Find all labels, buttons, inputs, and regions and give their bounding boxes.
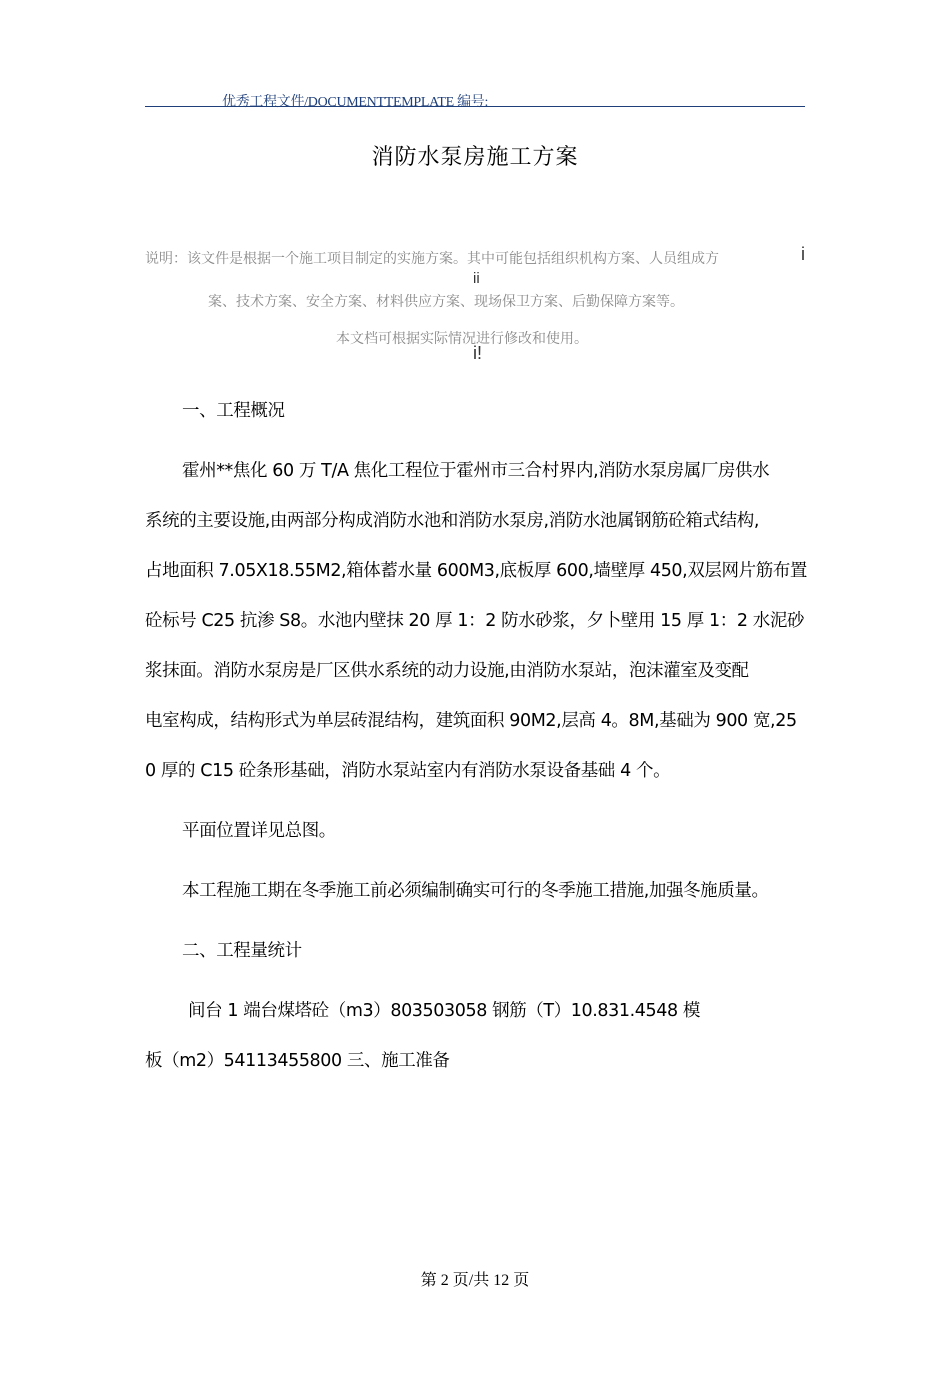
paragraph-line: 霍州**焦化 60 万 T/A 焦化工程位于霍州市三合村界内,消防水泵房属厂房供水 <box>182 461 770 481</box>
stray-mark-1: i <box>801 244 805 264</box>
paragraph-plan-location: 平面位置详见总图。 <box>182 821 336 841</box>
stray-mark-3: i! <box>473 343 482 363</box>
page-title: 消防水泵房施工方案 <box>371 145 579 170</box>
note-line-2: 案、技术方案、安全方案、材料供应方案、现场保卫方案、后勤保障方案等。 <box>208 294 684 310</box>
paragraph-line: 0 厚的 C15 砼条形基础，消防水泵站室内有消防水泵设备基础 4 个。 <box>145 761 671 781</box>
note-line-3: 本文档可根据实际情况进行修改和使用。 <box>336 331 588 347</box>
document-header: 优秀工程文件/DOCUMENTTEMPLATE 编号: <box>222 95 489 110</box>
stray-mark-2: ii <box>473 270 480 287</box>
paragraph-line: 电室构成，结构形式为单层砖混结构，建筑面积 90M2,层高 4。8M,基础为 900 宽,25 <box>145 711 797 731</box>
paragraph-line: 系统的主要设施,由两部分构成消防水池和消防水泵房,消防水池属钢筋砼箱式结构, <box>145 511 759 531</box>
paragraph-winter-construction: 本工程施工期在冬季施工前必须编制确实可行的冬季施工措施,加强冬施质量。 <box>182 881 769 901</box>
section-2-heading: 二、工程量统计 <box>182 941 302 961</box>
section-1-heading: 一、工程概况 <box>182 401 285 421</box>
quantity-stats-line-1: 间台 1 端台煤塔砼（m3）803503058 钢筋（T）10.831.4548 模 <box>188 1001 700 1021</box>
note-line-1: 说明：该文件是根据一个施工项目制定的实施方案。其中可能包括组织机构方案、人员组成方 <box>145 251 719 267</box>
quantity-stats-line-2: 板（m2）54113455800 三、施工准备 <box>145 1051 450 1071</box>
paragraph-line: 占地面积 7.05X18.55M2,箱体蓄水量 600M3,底板厚 600,墙壁厚 450,双层网片筋布置 <box>145 561 808 581</box>
paragraph-line: 浆抹面。消防水泵房是厂区供水系统的动力设施,由消防水泵站，泡沫灌室及变配 <box>145 661 749 681</box>
paragraph-line: 砼标号 C25 抗渗 S8。水池内壁抹 20 厚 1：2 防水砂浆，夕卜壁用 15 厚 1：2 水泥砂 <box>145 611 805 631</box>
page-footer: 第 2 页/共 12 页 <box>420 1272 530 1289</box>
